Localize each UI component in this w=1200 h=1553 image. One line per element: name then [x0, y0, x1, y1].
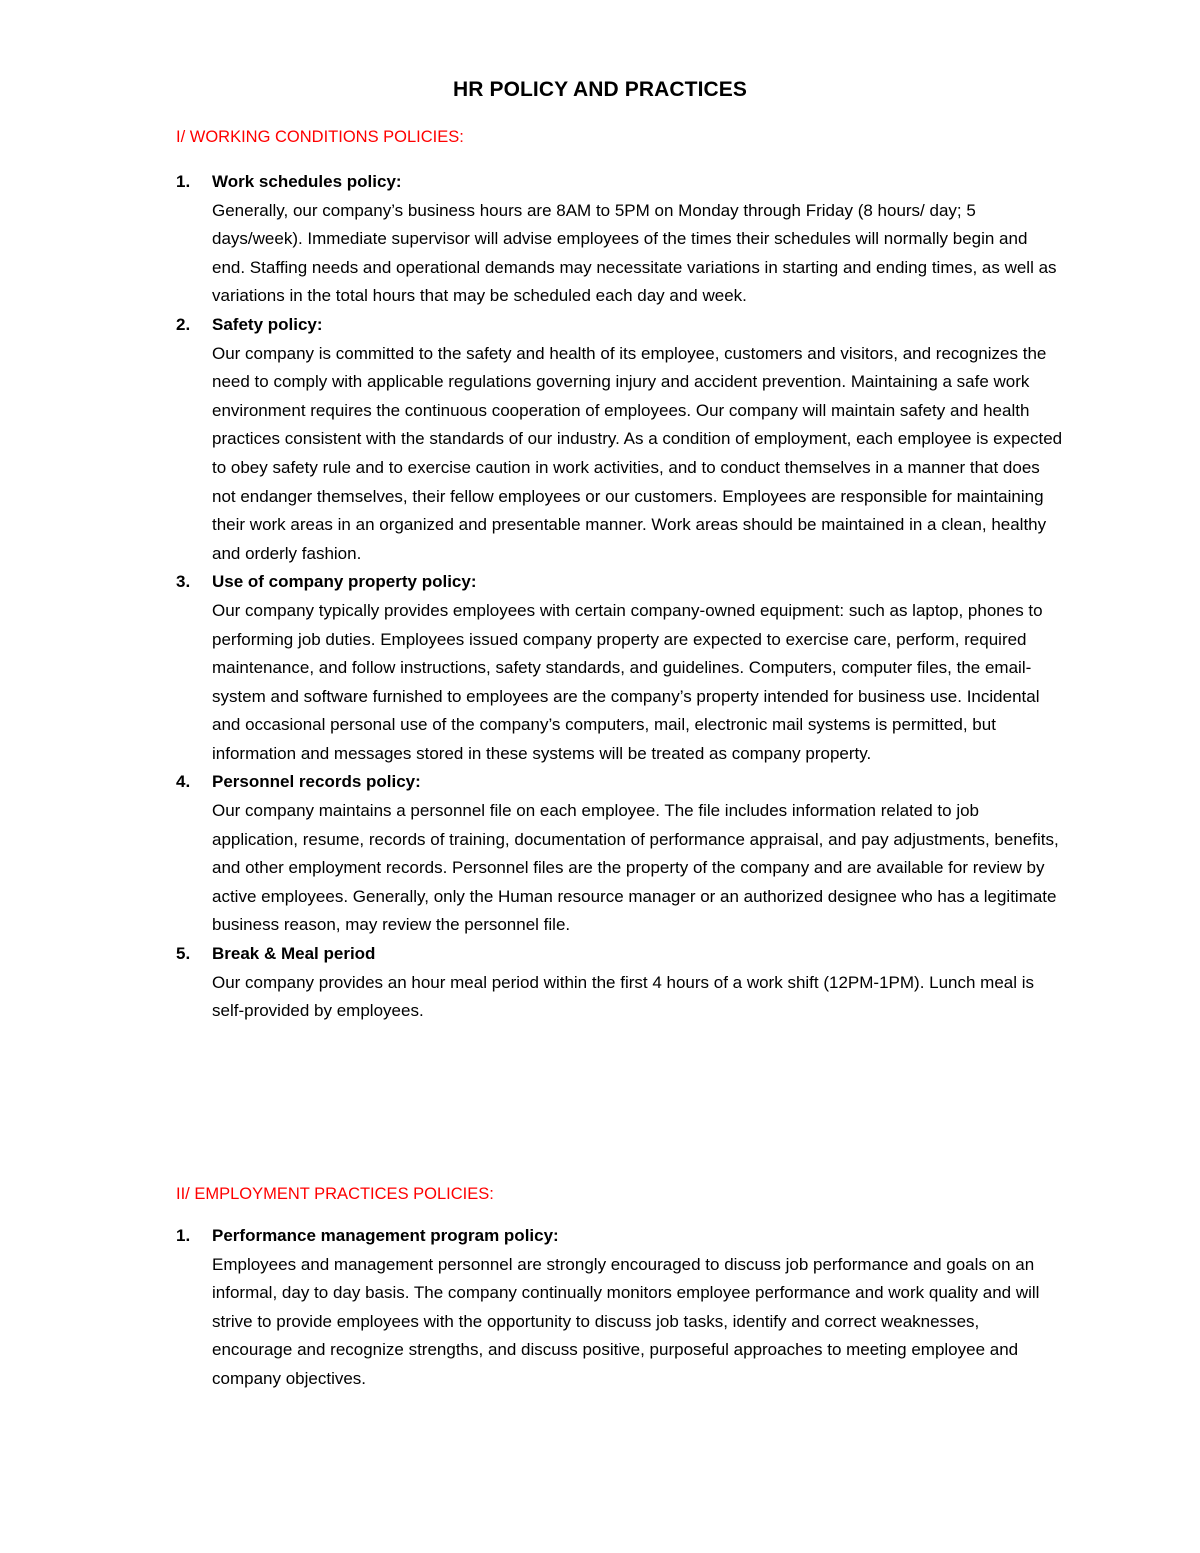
list-item-performance-management [176, 1222, 1076, 1394]
list-item-body: Our company is committed to the safety and health of its employee, customers and visitors, and recognizes the need to comply with applicable regulations governing injury and accident prevention. Maintaining a safe work environment requires the continuous cooperation of employees. Our company will maintain safety and health practices consistent with the standards of our industry. As a condition of employment, each employee is expected to obey safety rule and to exercise caution in work activities, and to conduct themselves in a manner that does not endanger themselves, their fellow employees or our customers. Employees are responsible for maintaining their work areas in an organized and presentable manner. Work areas should be maintained in a clean, healthy and orderly fashion. [212, 343, 1063, 563]
list-item-title: Personnel records policy: [212, 772, 421, 792]
list-item-number: 1. [176, 1226, 191, 1245]
working-conditions-list [176, 168, 1076, 1026]
list-item-number: 2. [176, 314, 191, 334]
list-item-work-schedules [176, 168, 1076, 311]
list-item-number: 3. [176, 572, 191, 592]
list-item-title: Use of company property policy: [212, 572, 477, 592]
section-heading-employment-practices: II/ EMPLOYMENT PRACTICES POLICIES: [176, 1185, 494, 1203]
section-heading-working-conditions: I/ WORKING CONDITIONS POLICIES: [176, 128, 464, 146]
list-item-personnel-records [176, 768, 1076, 940]
list-item-number: 4. [176, 772, 191, 792]
employment-practices-list [176, 1222, 1076, 1394]
list-item-title: Safety policy: [212, 314, 323, 334]
list-item-company-property [176, 568, 1076, 768]
document-title: HR POLICY AND PRACTICES [453, 78, 747, 101]
list-item-body: Employees and management personnel are strongly encouraged to discuss job performance and goals on an informal, day to day basis. The company continually monitors employee performance and work quality and will strive to provide employees with the opportunity to discuss job tasks, identify and correct weaknesses, encourage and recognize strengths, and discuss positive, purposeful approaches to meeting employee and company objectives. [212, 1254, 1040, 1388]
list-item-title: Break & Meal period [212, 944, 376, 964]
list-item-number: 5. [176, 944, 191, 964]
list-item-safety [176, 311, 1076, 568]
list-item-title: Performance management program policy: [212, 1226, 559, 1245]
list-item-title: Work schedules policy: [212, 172, 402, 191]
list-item-body: Our company provides an hour meal period within the first 4 hours of a work shift (12PM-1PM). Lunch meal is self-provided by employees. [212, 972, 1035, 1021]
list-item-body: Our company maintains a personnel file on each employee. The file includes information related to job application, resume, records of training, documentation of performance appraisal, and pay adjustments, benefits, and other employment records. Personnel files are the property of the company and are available for review by active employees. Generally, only the Human resource manager or an authorized designee who has a legitimate business reason, may review the personnel file. [212, 801, 1059, 935]
list-item-number: 1. [176, 172, 191, 191]
list-item-body: Our company typically provides employees with certain company-owned equipment: such as laptop, phones to performing job duties. Employees issued company property are expected to exercise care, perform, required maintenance, and follow instructions, safety standards, and guidelines. Computers, computer files, the email-system and software furnished to employees are the company’s property intended for business use. Incidental and occasional personal use of the company’s computers, mail, electronic mail systems is permitted, but information and messages stored in these systems will be treated as company property. [212, 600, 1043, 763]
list-item-break-meal [176, 940, 1076, 1026]
list-item-body: Generally, our company’s business hours are 8AM to 5PM on Monday through Friday (8 hours/ day; 5 days/week). Immediate supervisor will advise employees of the times their schedules will normally begin and end. Staffing needs and operational demands may necessitate variations in starting and ending times, as well as variations in the total hours that may be scheduled each day and week. [212, 200, 1057, 306]
